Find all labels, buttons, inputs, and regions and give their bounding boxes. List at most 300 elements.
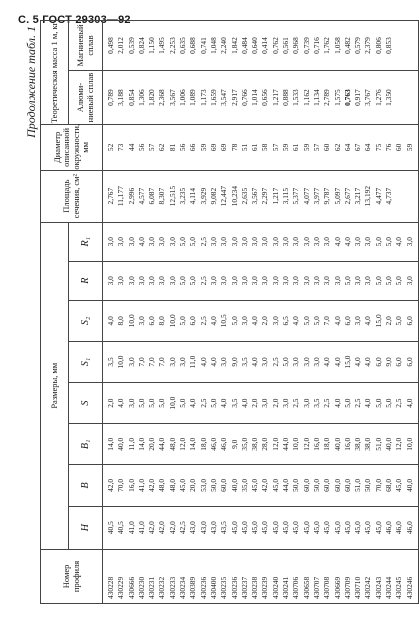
- cell-profile-number: 430666: [126, 576, 136, 599]
- cell-S: 2,5: [322, 398, 332, 408]
- cell-H: 45,0: [250, 521, 260, 535]
- cell-S2: 4,0: [106, 316, 115, 326]
- cell-magnesium: 1,150: [147, 37, 157, 54]
- header-R: R: [69, 261, 103, 300]
- column-S: [103, 383, 419, 424]
- page-header: С. 5 ГОСТ 29303—92: [18, 14, 131, 26]
- column-H: [103, 506, 419, 549]
- cell-circle-diameter: 62: [157, 143, 167, 152]
- cell-B: 60,0: [301, 478, 311, 492]
- cell-R1: 3,0: [126, 237, 136, 247]
- cell-aluminum: 0,917: [353, 89, 363, 106]
- header-B: B: [69, 465, 103, 506]
- cell-S2: 2,0: [384, 316, 394, 326]
- cell-B1: 12,0: [270, 437, 280, 451]
- cell-magnesium: 0,414: [260, 37, 270, 54]
- cell-S1: 4,0: [322, 357, 332, 367]
- cell-R1: 3,0: [311, 237, 321, 247]
- continuation-label: Продолжение табл. 1: [24, 26, 38, 138]
- cell-magnesium: 0,741: [198, 37, 208, 54]
- cell-circle-diameter: 75: [373, 143, 383, 152]
- cell-S2: 2,0: [260, 316, 270, 326]
- cell-profile-number: 430240: [270, 576, 280, 599]
- cell-profile-number: 430241: [281, 576, 291, 599]
- cell-B: 70,0: [116, 478, 126, 492]
- cell-profile-number: 430237: [239, 576, 249, 599]
- column-R1: [103, 222, 419, 261]
- cell-B1: 12,0: [394, 437, 404, 451]
- header-R1: R₁: [69, 222, 103, 261]
- cell-S1: 3,0: [178, 357, 188, 367]
- cell-magnesium: 0,561: [281, 37, 291, 54]
- cell-profile-number: 430233: [167, 576, 177, 599]
- cell-circle-diameter: 56: [178, 143, 188, 152]
- cell-aluminum: 1,276: [373, 89, 383, 106]
- cell-S1: 3,0: [260, 357, 270, 367]
- cell-S2: 8,0: [116, 316, 126, 326]
- cell-magnesium: 0,640: [250, 37, 260, 54]
- cell-B1: 12,0: [301, 437, 311, 451]
- cell-S1: 7,0: [147, 357, 157, 367]
- cell-H: 42,0: [157, 521, 167, 535]
- cell-H: 45,0: [332, 521, 342, 535]
- cell-B: 60,0: [322, 478, 332, 492]
- cell-area: 4,077: [301, 187, 311, 205]
- cell-area: 13,192: [363, 185, 373, 207]
- cell-area: 4,737: [384, 187, 394, 205]
- cell-R1: 3,0: [116, 237, 126, 247]
- cell-B: 50,0: [208, 478, 218, 492]
- cell-B1: 10,0: [404, 437, 414, 451]
- cell-R1: 2,5: [198, 237, 208, 247]
- cell-S: 5,0: [373, 398, 383, 408]
- cell-H: 45,0: [260, 521, 270, 535]
- cell-B1: 46,0: [219, 437, 229, 451]
- cell-profile-number: 430236: [198, 576, 208, 599]
- column-magnesium: [103, 21, 419, 71]
- cell-H: 42,5: [178, 521, 188, 535]
- cell-magnesium: 0,739: [301, 37, 311, 54]
- cell-aluminum: 0,656: [260, 89, 270, 106]
- header-H: H: [69, 506, 103, 549]
- cell-S2: 4,0: [363, 316, 373, 326]
- cell-S2: 5,0: [311, 316, 321, 326]
- cell-R: 3,0: [208, 276, 218, 286]
- cell-B: 20,0: [188, 478, 198, 492]
- header-theoretical-mass: Теоретическая масса 1 м, кг: [41, 21, 69, 125]
- cell-circle-diameter: 69: [208, 143, 218, 152]
- cell-B1: 10,0: [291, 437, 301, 451]
- cell-profile-number: 430244: [384, 576, 394, 599]
- cell-R: 3,0: [301, 276, 311, 286]
- cell-R: 3,0: [353, 276, 363, 286]
- cell-R: 5,0: [342, 276, 352, 286]
- cell-S1: 2,5: [270, 357, 280, 367]
- header-B1: B₁: [69, 424, 103, 465]
- cell-S2: 4,0: [208, 316, 218, 326]
- cell-S: 2,5: [394, 398, 404, 408]
- cell-circle-diameter: 69: [219, 143, 229, 152]
- cell-magnesium: 0,762: [270, 37, 280, 54]
- cell-area: 11,177: [116, 186, 126, 207]
- cell-area: 1,217: [270, 187, 280, 205]
- cell-H: 45,0: [239, 521, 249, 535]
- cell-S: 5,0: [208, 398, 218, 408]
- cell-area: 9,082: [208, 187, 218, 205]
- cell-S1: 4,0: [250, 357, 260, 367]
- cell-S: 3,0: [281, 398, 291, 408]
- cell-S2: 6,0: [342, 316, 352, 326]
- cell-B: 68,0: [384, 478, 394, 492]
- cell-S1: 4,0: [332, 357, 342, 367]
- cell-S2: 5,0: [394, 316, 404, 326]
- cell-S2: 2,5: [198, 316, 208, 326]
- cell-profile-number: 430707: [311, 576, 321, 599]
- cell-S2: 5,0: [229, 316, 239, 326]
- cell-area: 2,767: [106, 187, 115, 205]
- cell-aluminum: 1,014: [250, 89, 260, 106]
- cell-S: 2,5: [291, 398, 301, 408]
- cell-R1: 3,0: [270, 237, 280, 247]
- cell-H: 40,5: [106, 521, 115, 535]
- cell-S2: 10,5: [219, 314, 229, 328]
- cell-S: 5,0: [157, 398, 167, 408]
- cell-B: 50,0: [291, 478, 301, 492]
- cell-S1: 15,0: [342, 355, 352, 369]
- cell-area: 10,234: [229, 185, 239, 207]
- cell-S: 4,0: [116, 398, 126, 408]
- cell-area: 3,977: [311, 187, 321, 205]
- cell-profile-number: 430228: [106, 576, 115, 599]
- cell-S2: 3,0: [239, 316, 249, 326]
- cell-aluminum: 1,134: [311, 89, 321, 106]
- header-S1: S₁: [69, 341, 103, 382]
- cell-aluminum: 1,089: [188, 89, 198, 106]
- cell-aluminum: 2,789: [322, 89, 332, 106]
- cell-area: 4,114: [188, 187, 198, 205]
- cell-R: 3,0: [167, 276, 177, 286]
- cell-circle-diameter: 64: [342, 143, 352, 152]
- cell-R1: 3,0: [404, 237, 414, 247]
- cell-aluminum: 0,888: [281, 89, 291, 106]
- cell-S: 4,0: [332, 398, 342, 408]
- cell-circle-diameter: 62: [332, 143, 342, 152]
- cell-aluminum: 1,217: [270, 89, 280, 106]
- cell-B1: 9,0: [229, 439, 239, 449]
- cell-R1: 3,0: [250, 237, 260, 247]
- cell-B1: 46,0: [208, 437, 218, 451]
- cell-area: 5,097: [332, 187, 342, 205]
- cell-B1: 28,0: [260, 437, 270, 451]
- cell-S1: 11,0: [188, 355, 198, 369]
- cell-R: 3,0: [239, 276, 249, 286]
- cell-S1: 3,0: [301, 357, 311, 367]
- cell-R: 3,0: [404, 276, 414, 286]
- cell-B1: 44,0: [157, 437, 167, 451]
- cell-S: 2,0: [106, 398, 115, 408]
- cell-R1: 3,0: [106, 237, 115, 247]
- cell-S: 4,0: [363, 398, 373, 408]
- column-circle-diameter: [103, 125, 419, 171]
- cell-area: 3,217: [353, 187, 363, 205]
- cell-profile-number: 430400: [208, 576, 218, 599]
- cell-magnesium: 2,240: [219, 37, 229, 54]
- cell-B1: 51,0: [373, 437, 383, 451]
- cell-S2: 4,0: [250, 316, 260, 326]
- cell-magnesium: 0,539: [126, 37, 136, 54]
- cell-magnesium: 1,762: [322, 37, 332, 54]
- column-B: [103, 465, 419, 506]
- cell-aluminum: 1,350: [384, 89, 394, 106]
- column-R: [103, 261, 419, 300]
- header-area: Площадь сечения, см²: [41, 170, 103, 222]
- cell-S2: 6,0: [188, 316, 198, 326]
- cell-S: 5,0: [136, 398, 146, 408]
- cell-R: 3,0: [311, 276, 321, 286]
- cell-area: 6,087: [147, 187, 157, 205]
- cell-magnesium: 1,048: [208, 37, 218, 54]
- cell-R: 5,0: [394, 276, 404, 286]
- cell-S: 4,0: [239, 398, 249, 408]
- cell-S2: 10,0: [167, 314, 177, 328]
- cell-B1: 44,0: [281, 437, 291, 451]
- cell-H: 41,0: [126, 521, 136, 535]
- cell-R: 5,0: [384, 276, 394, 286]
- cell-profile-number: 430243: [373, 576, 383, 599]
- cell-circle-diameter: 81: [167, 143, 177, 152]
- cell-B1: 20,0: [147, 437, 157, 451]
- cell-area: 3,235: [178, 187, 188, 205]
- cell-R: 3,0: [136, 276, 146, 286]
- cell-area: 3,115: [281, 187, 291, 205]
- header-aluminum: Алюминиевый сплав: [69, 70, 103, 124]
- cell-H: 45,0: [322, 521, 332, 535]
- cell-R: 3,0: [260, 276, 270, 286]
- cell-H: 42,0: [147, 521, 157, 535]
- cell-S1: 4,0: [353, 357, 363, 367]
- cell-magnesium: 2,253: [167, 37, 177, 54]
- cell-profile-number: 430230: [136, 576, 146, 599]
- cell-R: 5,0: [373, 276, 383, 286]
- header-dimensions: Размеры, мм: [41, 222, 69, 549]
- cell-aluminum: 3,188: [116, 89, 126, 106]
- cell-B1: 14,0: [106, 437, 115, 451]
- cell-S: 3,0: [260, 398, 270, 408]
- cell-circle-diameter: 57: [147, 143, 157, 152]
- cell-aluminum: 0,763: [342, 89, 352, 106]
- header-S2: S₂: [69, 300, 103, 341]
- cell-magnesium: 0,824: [136, 37, 146, 54]
- cell-circle-diameter: 57: [270, 143, 280, 152]
- cell-H: 43,0: [198, 521, 208, 535]
- cell-area: 12,447: [219, 185, 229, 207]
- cell-R1: 5,0: [188, 237, 198, 247]
- cell-S2: 4,0: [332, 316, 342, 326]
- cell-circle-diameter: 78: [229, 143, 239, 152]
- cell-R1: 3,0: [281, 237, 291, 247]
- cell-R1: 4,0: [342, 237, 352, 247]
- cell-S1: 3,0: [126, 357, 136, 367]
- cell-H: 45,0: [311, 521, 321, 535]
- cell-B1: 48,0: [167, 437, 177, 451]
- cell-magnesium: 1,495: [157, 37, 167, 54]
- cell-R1: 3,0: [363, 237, 373, 247]
- cell-H: 45,0: [291, 521, 301, 535]
- header-profile-number: Номер профиля: [41, 549, 103, 603]
- cell-R: 3,0: [291, 276, 301, 286]
- cell-R: 3,0: [250, 276, 260, 286]
- cell-H: 45,0: [301, 521, 311, 535]
- cell-B: 48,0: [167, 478, 177, 492]
- cell-B: 35,0: [239, 478, 249, 492]
- cell-aluminum: 2,368: [157, 89, 167, 106]
- cell-S: 10,0: [167, 396, 177, 410]
- cell-B1: 38,0: [363, 437, 373, 451]
- cell-B: 42,0: [260, 478, 270, 492]
- cell-S2: 3,0: [353, 316, 363, 326]
- cell-B1: 38,0: [353, 437, 363, 451]
- cell-area: 4,577: [136, 187, 146, 205]
- cell-R: 5,0: [188, 276, 198, 286]
- cell-S2: 5,0: [301, 316, 311, 326]
- cell-circle-diameter: 56: [136, 143, 146, 152]
- cell-magnesium: 0,716: [311, 37, 321, 54]
- cell-aluminum: 1,162: [301, 89, 311, 106]
- cell-profile-number: 430239: [260, 576, 270, 599]
- cell-H: 46,0: [384, 521, 394, 535]
- cell-S: 5,0: [384, 398, 394, 408]
- cell-profile-number: 430231: [147, 576, 157, 599]
- cell-R: 3,0: [126, 276, 136, 286]
- cell-R1: 3,0: [353, 237, 363, 247]
- cell-R1: 3,0: [167, 237, 177, 247]
- cell-B: 70,0: [373, 478, 383, 492]
- cell-aluminum: 3,567: [167, 89, 177, 106]
- cell-S: 3,5: [311, 398, 321, 408]
- cell-S2: 6,0: [147, 316, 157, 326]
- cell-magnesium: 0,579: [353, 37, 363, 54]
- cell-R: 3,0: [322, 276, 332, 286]
- cell-R: 3,0: [363, 276, 373, 286]
- cell-S: 2,0: [250, 398, 260, 408]
- cell-R: 3,0: [157, 276, 167, 286]
- cell-R: 3,0: [281, 276, 291, 286]
- cell-profile-number: 430238: [250, 576, 260, 599]
- cell-magnesium: 0,482: [342, 37, 352, 54]
- cell-B1: 14,0: [136, 437, 146, 451]
- cell-aluminum: 1,575: [332, 89, 342, 106]
- cell-S1: 3,5: [239, 357, 249, 367]
- cell-R1: 4,0: [136, 237, 146, 247]
- cell-R1: 3,0: [301, 237, 311, 247]
- cell-S2: 8,0: [157, 316, 167, 326]
- cell-magnesium: 1,058: [332, 37, 342, 54]
- cell-area: 3,929: [198, 187, 208, 205]
- cell-aluminum: 3,767: [363, 89, 373, 106]
- cell-area: 2,635: [239, 187, 249, 205]
- cell-circle-diameter: 51: [239, 143, 249, 152]
- cell-magnesium: 0,968: [291, 37, 301, 54]
- cell-B1: 11,0: [126, 437, 136, 451]
- cell-aluminum: 0,854: [126, 89, 136, 106]
- cell-B: 50,0: [311, 478, 321, 492]
- cell-H: 45,0: [342, 521, 352, 535]
- cell-circle-diameter: 60: [394, 143, 404, 152]
- cell-area: 4,477: [373, 187, 383, 205]
- header-magnesium: Магниевый сплав: [69, 21, 103, 71]
- cell-S: 2,5: [353, 398, 363, 408]
- cell-S: 4,0: [219, 398, 229, 408]
- cell-B: 45,0: [250, 478, 260, 492]
- cell-B1: 40,0: [332, 437, 342, 451]
- cell-B: 45,0: [394, 478, 404, 492]
- cell-S2: 6,0: [404, 316, 414, 326]
- cell-S2: 6,5: [281, 316, 291, 326]
- cell-magnesium: 2,379: [363, 37, 373, 54]
- cell-H: 46,0: [404, 521, 414, 535]
- cell-R: 5,0: [178, 276, 188, 286]
- cell-S: 5,0: [147, 398, 157, 408]
- cell-S1: 4,0: [208, 357, 218, 367]
- cell-circle-diameter: 73: [116, 143, 126, 152]
- cell-magnesium: 0,806: [373, 37, 383, 54]
- cell-circle-diameter: 76: [384, 143, 394, 152]
- cell-circle-diameter: 61: [291, 143, 301, 152]
- cell-circle-diameter: 52: [106, 143, 115, 152]
- cell-S2: 3,0: [270, 316, 280, 326]
- cell-B: 41,0: [136, 478, 146, 492]
- cell-H: 45,0: [353, 521, 363, 535]
- cell-R1: 3,0: [157, 237, 167, 247]
- cell-R: 2,5: [198, 276, 208, 286]
- cell-magnesium: 0,635: [178, 37, 188, 54]
- cell-S1: 5,0: [281, 357, 291, 367]
- header-circle-diameter: Диаметр описанной окружности, мм: [41, 125, 103, 171]
- cell-aluminum: 1,306: [136, 89, 146, 106]
- cell-R1: 5,0: [373, 237, 383, 247]
- cell-S1: 4,0: [363, 357, 373, 367]
- cell-S1: 9,0: [384, 357, 394, 367]
- cell-B1: 40,0: [384, 437, 394, 451]
- rotated-table-block: [24, 20, 414, 604]
- cell-aluminum: 0,766: [239, 89, 249, 106]
- cell-aluminum: 1,820: [147, 89, 157, 106]
- cell-profile-number: 430246: [404, 576, 414, 599]
- cell-S1: 6,0: [394, 357, 404, 367]
- cell-R1: 5,0: [178, 237, 188, 247]
- column-B1: [103, 424, 419, 465]
- cell-circle-diameter: 57: [311, 143, 321, 152]
- cell-R: 3,0: [147, 276, 157, 286]
- cell-B: 45,0: [178, 478, 188, 492]
- cell-H: 45,0: [373, 521, 383, 535]
- column-S1: [103, 341, 419, 382]
- cell-magnesium: 0,498: [106, 37, 115, 54]
- cell-B: 50,0: [363, 478, 373, 492]
- cell-circle-diameter: 64: [363, 143, 373, 152]
- cell-R1: 3,0: [208, 237, 218, 247]
- cell-S2: 10,0: [126, 314, 136, 328]
- cell-H: 40,5: [116, 521, 126, 535]
- cell-profile-number: 430710: [353, 576, 363, 599]
- cell-B1: 38,0: [250, 437, 260, 451]
- cell-magnesium: 1,842: [229, 37, 239, 54]
- cell-R: 3,0: [229, 276, 239, 286]
- cell-S1: 10,0: [116, 355, 126, 369]
- cell-R: 3,0: [270, 276, 280, 286]
- cell-aluminum: 1,173: [198, 89, 208, 106]
- cell-S: 2,0: [270, 398, 280, 408]
